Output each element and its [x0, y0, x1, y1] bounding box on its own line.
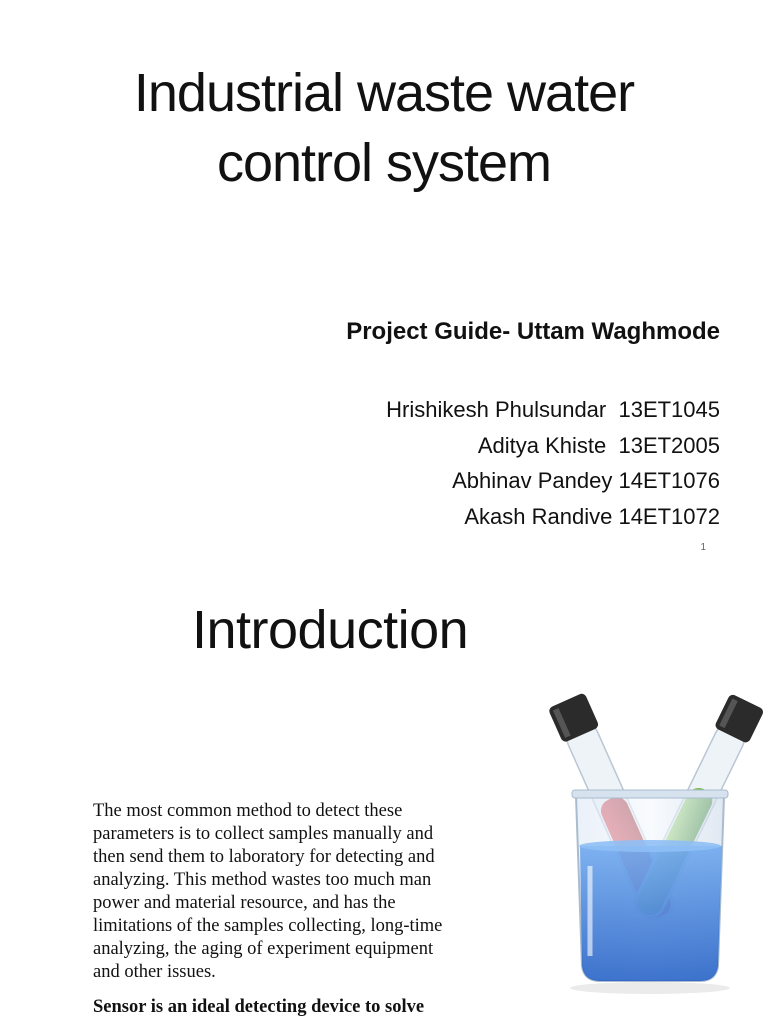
paragraph-line: parameters is to collect samples manually and [93, 824, 434, 844]
paragraph-line: analyzing. This method wastes too much man [93, 870, 432, 890]
introduction-title: Introduction [192, 600, 469, 660]
team-members-list [386, 392, 720, 534]
member-item: Akash Randive 14ET1072 [464, 503, 720, 529]
slide-page-number: 1 [700, 542, 706, 553]
test-tubes-in-beaker-image [528, 676, 768, 996]
member-item: Hrishikesh Phulsundar 13ET1045 [386, 397, 720, 422]
paragraph-line: The most common method to detect these [93, 801, 403, 821]
paragraph-line: then send them to laboratory for detecting and [93, 847, 435, 867]
introduction-paragraph [93, 800, 533, 984]
title-line-1: Industrial waste water [133, 63, 635, 123]
slide-title [40, 58, 728, 198]
paragraph-line: power and material resource, and has the [93, 893, 396, 913]
member-item: Aditya Khiste 13ET2005 [477, 432, 720, 458]
sensor-statement: Sensor is an ideal detecting device to solve [93, 997, 425, 1017]
paragraph-line: and other issues. [93, 962, 216, 982]
introduction-slide [0, 568, 768, 1024]
project-guide: Project Guide- Uttam Waghmode [346, 318, 720, 345]
title-line-2: control system [216, 133, 552, 193]
paragraph-line: limitations of the samples collecting, long-time [93, 916, 443, 936]
paragraph-line: analyzing, the aging of experiment equipment [93, 939, 434, 959]
member-item: Abhinav Pandey 14ET1076 [452, 468, 720, 493]
